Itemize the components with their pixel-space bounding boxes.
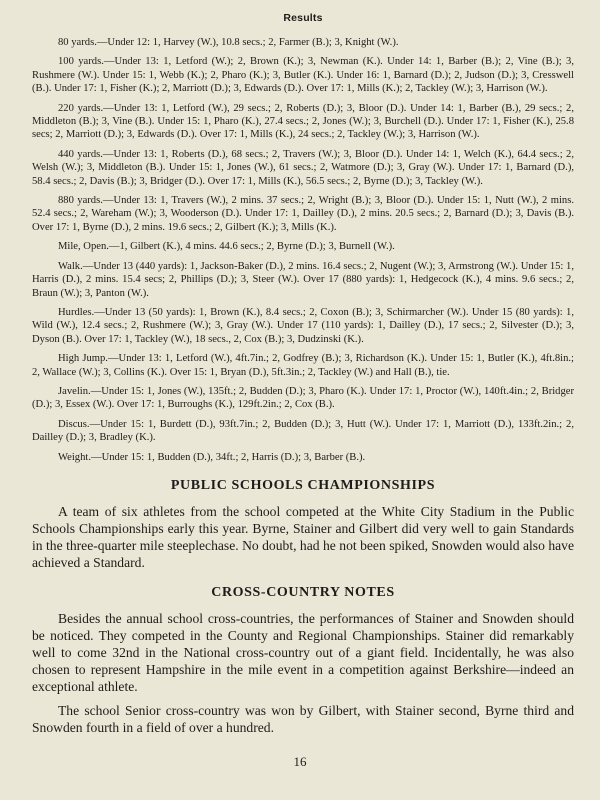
public-schools-paragraph: A team of six athletes from the school competed at the White City Stadium in the Public Schools Championships early this year. Byrne, Stainer and Gilbert did very well to gain Standards in the three-quarter mile steeplechase. No doubt, had he not been spiked, Snowden would also have achieved a Standard. (32, 503, 574, 570)
result-220-yards: 220 yards.—Under 13: 1, Letford (W.), 29 secs.; 2, Roberts (D.); 3, Bloor (D.). Under 14: 1, Barber (B.), 29 secs.; 2, Middleton (B.); 3, Vine (B.). Under 15: 1, Pharo (K.), 27.4 secs.; 2, Jones (W.); 3, Burchell (D.). Under 17: 1, Fisher (K.), 25.8 secs; 2, Marriott (D.); 3, Edwards (D.). Over 17: 1, Mills (K.), 24 secs.; 2, Tackley (W.); 3, Harrison (W.). (32, 102, 574, 141)
result-walk: Walk.—Under 13 (440 yards): 1, Jackson-Baker (D.), 2 mins. 16.4 secs.; 2, Nugent (W.); 3, Armstrong (W.). Under 15: 1, Harris (D.), 2 mins. 15.4 secs; 2, Phillips (D.); 3, Steer (W.). Over 17 (880 yards): 1, Hedgecock (K.), 4 mins. 9.6 secs.; 2, Braun (W.); 3, Panton (W.). (32, 260, 574, 299)
result-javelin: Javelin.—Under 15: 1, Jones (W.), 135ft.; 2, Budden (D.); 3, Pharo (K.). Under 17: 1, Proctor (W.), 140ft.4in.; 2, Bridger (D.); 3, Essex (W.). Over 17: 1, Burroughs (K.), 129ft.2in.; 2, Cox (B.). (32, 385, 574, 411)
result-880-yards: 880 yards.—Under 13: 1, Travers (W.), 2 mins. 37 secs.; 2, Wright (B.); 3, Bloor (D.). Under 15: 1, Nutt (W.), 2 mins. 52.4 secs.; 2, Wareham (W.); 3, Wooderson (D.). Under 17: 1, Dailley (D.), 2 mins. 20.5 secs.; 2, Barnard (D.); 3, Davis (B.). Over 17: 1, Byrne (D.), 2 mins. 19.6 secs.; 2, Gilbert (K.); 3, Mills (K.). (32, 195, 574, 233)
result-440-yards: 440 yards.—Under 13: 1, Roberts (D.), 68 secs.; 2, Travers (W.); 3, Bloor (D.). Under 14: 1, Welch (K.), 64.4 secs.; 2, Welsh (W.); 3, Middleton (B.). Under 15: 1, Jones (W.), 61 secs.; 2, Watmore (D.); 3, Gray (W.). Under 17: 1, Barnard (D.), 58.4 secs.; 2, Davis (B.); 3, Bridger (D.). Over 17: 1, Mills (K.), 56.5 secs.; 2, Byrne (D.); 3, Tackley (W.). (32, 148, 574, 187)
result-mile-open: Mile, Open.—1, Gilbert (K.), 4 mins. 44.6 secs.; 2, Byrne (D.); 3, Burnell (W.). (58, 241, 395, 253)
result-high-jump: High Jump.—Under 13: 1, Letford (W.), 4ft.7in.; 2, Godfrey (B.); 3, Richardson (K.). Under 15: 1, Butler (K.), 4ft.8in.; 2, Wallace (W.); 3, Collins (K.). Over 15: 1, Bryan (D.), 5ft.3in.; 2, Tackley (W.) and Hall (B.), tie. (32, 353, 574, 378)
cross-country-paragraph-1: Besides the annual school cross-countries, the performances of Stainer and Snowden should be noticed. They competed in the County and Regional Championships. Stainer did remarkably well to come 32nd in the National cross-country out of a giant field. Incidentally, he was also chosen to represent Hampshire in the mile event in a competition against Berkshire—indeed an exceptional athlete. (32, 610, 574, 694)
cross-country-section (32, 610, 574, 736)
result-discus: Discus.—Under 15: 1, Burdett (D.), 93ft.7in.; 2, Budden (D.); 3, Hutt (W.). Under 17: 1, Marriott (D.), 133ft.2in.; 2, Dailley (D.); 3, Bradley (K.). (32, 418, 574, 444)
page-number: 16 (293, 754, 307, 769)
public-schools-heading: PUBLIC SCHOOLS CHAMPIONSHIPS (170, 477, 436, 493)
cross-country-paragraph-2: The school Senior cross-country was won by Gilbert, with Stainer second, Byrne third and Snowden fourth in a field of over a hundred. (32, 702, 574, 735)
page-title: Results (283, 12, 323, 24)
result-weight: Weight.—Under 15: 1, Budden (D.), 34ft.; 2, Harris (D.); 3, Barber (B.). (58, 451, 366, 463)
cross-country-heading: CROSS-COUNTRY NOTES (211, 584, 395, 600)
page-content (32, 12, 574, 743)
result-hurdles: Hurdles.—Under 13 (50 yards): 1, Brown (K.), 8.4 secs.; 2, Coxon (B.); 3, Schirmarcher (W.). Under 15 (80 yards): 1, Wild (W.), 12.4 secs.; 2, Rushmere (W.); 3, Gray (W.). Under 17 (110 yards): 1, Dailley (D.), 17 secs.; 2, Silvester (D.); 3, Dyson (B.). Over 17: 1, Tackley (W.), 18 secs., 2, Cox (B.); 3, Dudzinski (K.). (32, 306, 574, 345)
result-100-yards: 100 yards.—Under 13: 1, Letford (W.); 2, Brown (K.); 3, Newman (K.). Under 14: 1, Barber (B.); 2, Vine (B.); 3, Rushmere (W.). Under 15: 1, Webb (K.); 2, Pharo (K.); 3, Butler (K.). Under 16: 1, Barnard (D.); 2, Judson (D.); 3, Cresswell (B.). Under 17: 1, Fisher (K.); 2, Marriott (D.); 3, Edwards (D.). Over 17: 1, Mills (K.); 2, Tackley (W.); 3, Harrison (W.). (32, 56, 574, 95)
result-80-yards: 80 yards.—Under 12: 1, Harvey (W.), 10.8 secs.; 2, Farmer (B.); 3, Knight (W.). (58, 37, 399, 48)
results-list (32, 36, 574, 464)
public-schools-section (32, 503, 574, 571)
